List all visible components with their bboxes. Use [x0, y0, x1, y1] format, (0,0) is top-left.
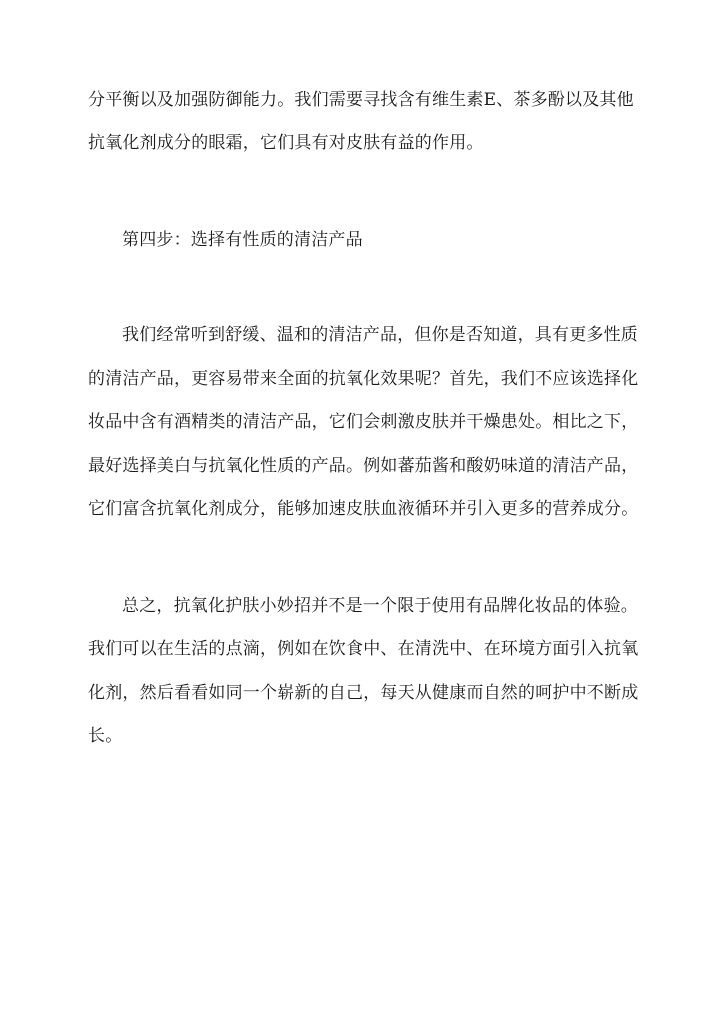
section-heading: 第四步：选择有性质的清洁产品	[122, 230, 363, 250]
paragraph-line: 它们富含抗氧化剂成分，能够加速皮肤血液循环并引入更多的营养成分。	[88, 499, 639, 519]
paragraph-line: 我们经常听到舒缓、温和的清洁产品，但你是否知道，具有更多性质	[122, 325, 638, 345]
paragraph-line: 的清洁产品，更容易带来全面的抗氧化效果呢？首先，我们不应该选择化	[88, 369, 639, 389]
paragraph-line: 总之，抗氧化护肤小妙招并不是一个限于使用有品牌化妆品的体验。	[122, 596, 638, 616]
paragraph-line: 分平衡以及加强防御能力。我们需要寻找含有维生素E、茶多酚以及其他	[88, 90, 634, 110]
paragraph-line: 我们可以在生活的点滴，例如在饮食中、在清洗中、在环境方面引入抗氧	[88, 639, 639, 659]
paragraph-line: 化剂，然后看看如同一个崭新的自己，每天从健康而自然的呵护中不断成	[88, 683, 639, 703]
paragraph-line: 妆品中含有酒精类的清洁产品，它们会刺激皮肤并干燥患处。相比之下，	[88, 412, 639, 432]
paragraph-line: 长。	[88, 726, 123, 746]
paragraph-line: 抗氧化剂成分的眼霜，它们具有对皮肤有益的作用。	[88, 133, 484, 153]
paragraph-line: 最好选择美白与抗氧化性质的产品。例如蕃茄酱和酸奶味道的清洁产品，	[88, 456, 639, 476]
